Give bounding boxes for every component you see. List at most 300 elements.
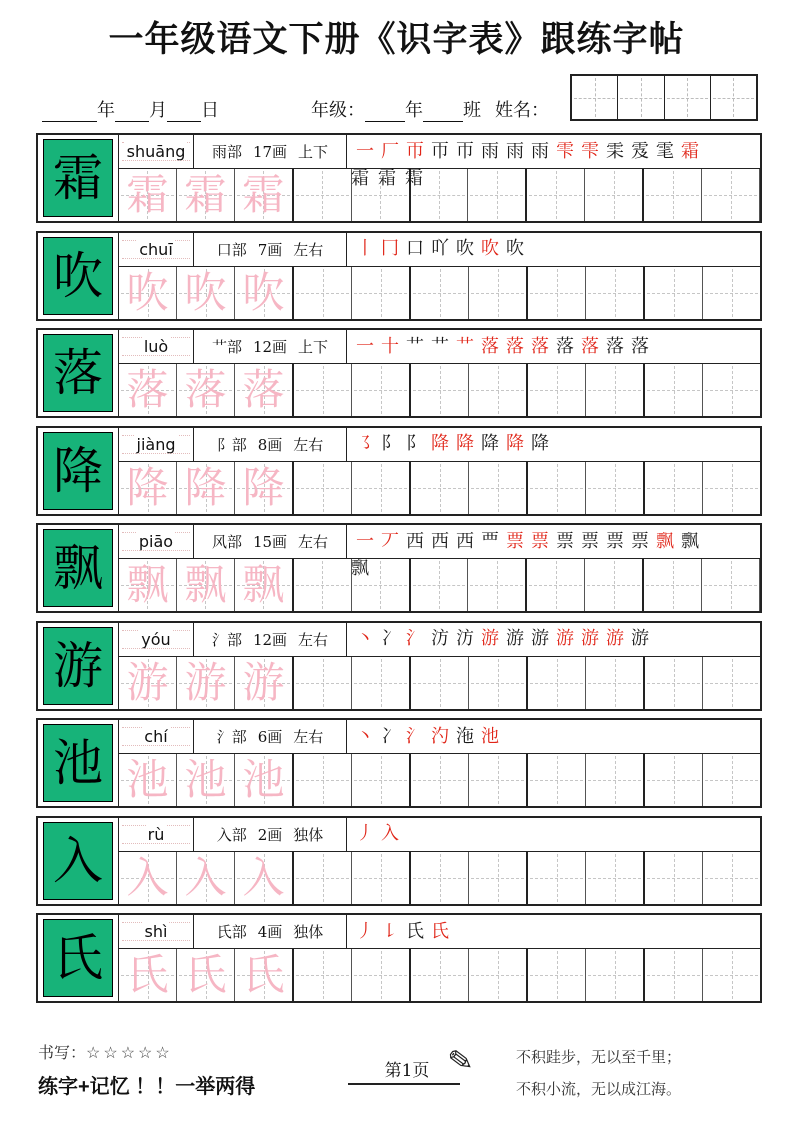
stroke-order-step: 票: [531, 530, 549, 552]
stroke-order-step: 入: [381, 823, 399, 844]
pinyin-cell: [119, 623, 194, 656]
stroke-count-label: 8画: [257, 435, 283, 454]
character-row: [36, 231, 762, 321]
practice-grid: [118, 720, 760, 806]
stroke-order-step: 氵: [406, 725, 424, 747]
practice-cell: [585, 169, 644, 221]
row-top-strip: [119, 233, 760, 267]
practice-cell: [119, 852, 177, 904]
stroke-order-step: 冂: [381, 238, 399, 259]
continuation-character: 飘: [351, 558, 369, 579]
pinyin-cell: [119, 428, 194, 461]
pinyin-label: shuāng: [126, 142, 186, 161]
structure-label: 左右: [293, 240, 324, 259]
stroke-order-step: 丿: [356, 823, 374, 844]
practice-cell: [177, 852, 235, 904]
date-name-line: [42, 96, 549, 122]
trace-character: 氏: [242, 950, 285, 999]
practice-cells-strip: [119, 657, 760, 709]
practice-cell: [235, 364, 294, 416]
practice-cell: [585, 559, 644, 611]
stroke-order-step: 阝: [406, 433, 424, 454]
practice-cell: [586, 267, 645, 319]
trace-character: 霜: [242, 170, 285, 219]
stroke-order-step: ㇙: [381, 920, 399, 942]
practice-cell: [527, 559, 585, 611]
stroke-order-step: 游: [531, 628, 549, 649]
practice-cell: [703, 462, 760, 514]
character-card-column: [38, 135, 118, 221]
practice-cells-strip: [119, 754, 760, 806]
practice-cell: [645, 462, 703, 514]
stroke-order-step: 游: [556, 628, 574, 649]
grade-blank: [365, 103, 405, 122]
practice-cell: [294, 364, 352, 416]
trace-character: 落: [242, 365, 285, 414]
stroke-order-area: [347, 330, 760, 363]
practice-cell: [586, 754, 645, 806]
practice-cells-strip: [119, 169, 760, 221]
practice-cell: [469, 949, 528, 1001]
stroke-count-label: 15画: [252, 533, 288, 551]
stroke-order-step: 丆: [381, 530, 399, 552]
practice-cell: [119, 169, 177, 221]
character-card-column: [38, 818, 118, 904]
stroke-order-step: 一: [356, 140, 374, 162]
pinyin-label: chí: [144, 727, 168, 746]
day-blank: [167, 103, 201, 122]
practice-cell: [352, 267, 411, 319]
practice-cell: [294, 754, 352, 806]
practice-grid: [118, 623, 760, 709]
practice-cell: [702, 169, 760, 221]
practice-cell: [177, 657, 235, 709]
practice-cell: [352, 949, 411, 1001]
practice-cell: [469, 462, 528, 514]
stroke-order-step: 雫: [581, 140, 599, 162]
stroke-order-step: 厂: [381, 140, 399, 162]
pinyin-label: chuī: [139, 239, 173, 259]
character-rows: [36, 133, 762, 1011]
pinyin-cell: [119, 233, 194, 266]
stroke-order-step: 丿: [356, 920, 374, 942]
character-info-cell: [194, 720, 347, 753]
stroke-order-step: 帀: [406, 140, 424, 162]
practice-cell: [177, 462, 235, 514]
month-label: 月: [149, 100, 167, 121]
stroke-order-step: 游: [606, 628, 624, 649]
practice-cell: [702, 559, 760, 611]
stroke-count-label: 4画: [257, 923, 283, 941]
character-row: [36, 816, 762, 906]
name-grid-cell: [572, 76, 618, 119]
structure-label: 左右: [293, 728, 324, 746]
practice-cell: [644, 559, 702, 611]
stroke-order-step: 汸: [431, 628, 449, 649]
character-info-cell: [194, 135, 347, 168]
structure-label: 左右: [298, 630, 329, 649]
structure-label: 左右: [293, 435, 324, 454]
stroke-order-step: 落: [531, 335, 549, 357]
practice-cell: [528, 949, 586, 1001]
grade-label: 年级：: [311, 100, 365, 121]
day-label: 日: [201, 100, 219, 121]
row-top-strip: [119, 915, 760, 949]
stroke-order-step: 阝: [381, 433, 399, 454]
pinyin-cell: [119, 525, 194, 558]
radical-label: 阝部: [216, 435, 247, 454]
trace-character: 游: [242, 657, 285, 707]
trace-character: 吹: [126, 267, 169, 317]
trace-character: 游: [126, 657, 169, 707]
practice-grid: [118, 233, 760, 319]
practice-cell: [469, 267, 528, 319]
practice-cell: [469, 364, 528, 416]
practice-cell: [469, 657, 528, 709]
stroke-order-step: 丨: [356, 238, 374, 259]
practice-cell: [177, 559, 235, 611]
row-top-strip: [119, 525, 760, 559]
pinyin-label: shì: [144, 922, 168, 941]
practice-cell: [586, 852, 645, 904]
practice-cell: [411, 852, 469, 904]
row-top-strip: [119, 330, 760, 364]
stroke-order-step: 雨: [531, 140, 549, 162]
practice-cells-strip: [119, 364, 760, 416]
practice-cell: [235, 169, 294, 221]
stroke-count-label: 7画: [257, 240, 283, 259]
pen-icon: ✎: [445, 1043, 476, 1080]
structure-label: 独体: [293, 923, 324, 941]
stroke-order-step: 西: [456, 530, 474, 552]
stroke-order-step: 票: [606, 530, 624, 552]
trace-character: 池: [242, 755, 285, 804]
stroke-count-label: 12画: [252, 630, 288, 649]
practice-cell: [235, 754, 294, 806]
practice-cells-strip: [119, 949, 760, 1001]
stroke-order-step: 落: [481, 335, 499, 357]
practice-cell: [528, 364, 586, 416]
character-row: [36, 523, 762, 613]
practice-cell: [645, 949, 703, 1001]
practice-cell: [294, 657, 352, 709]
stroke-order-step: 雨: [481, 140, 499, 162]
practice-cell: [411, 754, 469, 806]
practice-cell: [469, 852, 528, 904]
trace-character: 落: [184, 365, 227, 414]
practice-cell: [586, 657, 645, 709]
character-row: [36, 133, 762, 223]
writing-label: 书写：: [38, 1043, 87, 1062]
practice-cell: [645, 364, 703, 416]
stroke-order-step: 降: [506, 433, 524, 454]
stroke-order-step: 落: [631, 335, 649, 357]
character-card-column: [38, 428, 118, 514]
character-row: [36, 426, 762, 516]
practice-cell: [352, 657, 411, 709]
practice-cell: [703, 852, 760, 904]
practice-cell: [528, 462, 586, 514]
character-row: [36, 621, 762, 711]
stroke-order-step: ㇌: [356, 433, 374, 454]
stroke-order-step: 一: [356, 530, 374, 552]
stroke-order-step: 汸: [456, 628, 474, 649]
practice-grid: [118, 135, 760, 221]
trace-character: 落: [126, 365, 169, 414]
name-grid-cell: [665, 76, 711, 119]
practice-grid: [118, 525, 760, 611]
practice-cell: [177, 364, 235, 416]
green-character-box: 氏: [43, 919, 113, 997]
structure-label: 上下: [298, 143, 329, 161]
stroke-count-label: 2画: [257, 825, 283, 844]
stroke-order-step: 雫: [556, 140, 574, 162]
character-card-column: [38, 330, 118, 416]
stroke-order-step: 霜: [681, 140, 699, 162]
practice-cell: [469, 754, 528, 806]
stroke-count-label: 6画: [257, 728, 283, 746]
radical-label: 入部: [216, 825, 247, 844]
stroke-order-step: 雬: [606, 140, 624, 162]
practice-cell: [528, 754, 586, 806]
character-info-cell: [194, 428, 347, 461]
trace-character: 霜: [126, 170, 169, 219]
stroke-order-step: 西: [406, 530, 424, 552]
character-info-cell: [194, 915, 347, 948]
practice-cell: [411, 949, 469, 1001]
practice-cell: [294, 852, 352, 904]
pinyin-label: yóu: [141, 629, 171, 649]
practice-cell: [411, 462, 469, 514]
practice-cell: [119, 754, 177, 806]
trace-character: 飘: [242, 560, 285, 609]
character-info-cell: [194, 233, 347, 266]
pinyin-label: rù: [147, 824, 165, 844]
stroke-order-step: 氏: [431, 920, 449, 942]
practice-cell: [119, 364, 177, 416]
row-top-strip: [119, 135, 760, 169]
stroke-order-step: 一: [356, 335, 374, 357]
stroke-count-label: 12画: [252, 338, 288, 356]
character-row: [36, 328, 762, 418]
practice-cell: [352, 852, 411, 904]
stroke-order-step: 帀: [431, 140, 449, 162]
practice-cell: [235, 657, 294, 709]
page-number: 第1页: [384, 1061, 430, 1081]
trace-character: 池: [184, 755, 227, 804]
practice-cell: [177, 169, 235, 221]
stroke-order-step: 游: [581, 628, 599, 649]
practice-cell: [294, 559, 352, 611]
character-info-cell: [194, 818, 347, 851]
structure-label: 独体: [293, 825, 324, 844]
practice-cell: [235, 267, 294, 319]
writing-score-line: [38, 1040, 173, 1063]
practice-cell: [468, 559, 527, 611]
month-blank: [115, 103, 149, 122]
pinyin-label: jiàng: [136, 434, 176, 454]
stroke-order-step: 票: [631, 530, 649, 552]
character-card-column: [38, 525, 118, 611]
name-grid-cell: [711, 76, 756, 119]
practice-cells-strip: [119, 559, 760, 611]
practice-cell: [294, 169, 352, 221]
continuation-character: 霜: [378, 168, 396, 189]
stroke-order-step: 票: [581, 530, 599, 552]
class-blank: [423, 103, 463, 122]
green-character-box: 降: [43, 432, 113, 510]
trace-character: 降: [184, 462, 227, 512]
stroke-order-step: 十: [381, 335, 399, 357]
practice-cell: [294, 462, 352, 514]
stroke-order-step: 雮: [656, 140, 674, 162]
stroke-order-step: 雨: [506, 140, 524, 162]
practice-cell: [119, 559, 177, 611]
green-character-box: 飘: [43, 529, 113, 607]
year-blank: [42, 103, 97, 122]
stroke-order-step: 冫: [381, 628, 399, 649]
stroke-order-step: 雭: [631, 140, 649, 162]
practice-cell: [294, 949, 352, 1001]
practice-cell: [177, 754, 235, 806]
stroke-order-step: 吹: [481, 238, 499, 259]
page-title: 一年级语文下册《识字表》跟练字帖: [108, 20, 685, 59]
stroke-order-step: 丶: [356, 725, 374, 747]
practice-cell: [235, 949, 294, 1001]
practice-grid: [118, 818, 760, 904]
stroke-order-step: 冫: [381, 725, 399, 747]
green-character-box: 落: [43, 334, 113, 412]
stroke-order-area: [347, 135, 760, 168]
practice-cell: [352, 462, 411, 514]
continuation-character: 霜: [405, 168, 423, 189]
stroke-order-step: 氵: [406, 628, 424, 649]
practice-cell: [235, 852, 294, 904]
row-top-strip: [119, 720, 760, 754]
character-info-cell: [194, 330, 347, 363]
practice-cell: [177, 267, 235, 319]
trace-character: 游: [184, 657, 227, 707]
stroke-order-area: [347, 818, 760, 851]
pinyin-cell: [119, 720, 194, 753]
trace-character: 飘: [126, 560, 169, 609]
practice-cell: [352, 364, 411, 416]
practice-cell: [644, 169, 702, 221]
character-card-column: [38, 233, 118, 319]
stroke-order-step: 降: [431, 433, 449, 454]
year-label: 年: [97, 100, 115, 121]
trace-character: 飘: [184, 560, 227, 609]
pinyin-label: piāo: [138, 532, 174, 551]
stroke-order-area: [347, 623, 760, 656]
green-character-box: 霜: [43, 139, 113, 217]
practice-cell: [645, 852, 703, 904]
practice-cell: [411, 267, 469, 319]
practice-cell: [528, 657, 586, 709]
radical-label: 雨部: [211, 143, 242, 161]
star-rating-icons: ☆☆☆☆☆: [86, 1043, 173, 1062]
practice-cell: [703, 754, 760, 806]
stroke-order-step: 票: [506, 530, 524, 552]
green-character-box: 入: [43, 822, 113, 900]
grade-unit-label: 年: [405, 100, 423, 121]
practice-cell: [411, 657, 469, 709]
practice-grid: [118, 915, 760, 1001]
stroke-order-step: 游: [506, 628, 524, 649]
practice-cell: [294, 267, 352, 319]
practice-cell: [703, 949, 760, 1001]
practice-cell: [645, 754, 703, 806]
practice-cells-strip: [119, 267, 760, 319]
stroke-count-label: 17画: [252, 143, 288, 161]
trace-character: 氏: [184, 950, 227, 999]
trace-character: 吹: [184, 267, 227, 317]
character-row: [36, 913, 762, 1003]
quote-line-2: 不积小流，无以成江海。: [516, 1080, 682, 1099]
radical-label: 口部: [216, 240, 247, 259]
practice-cell: [703, 364, 760, 416]
name-grid-cell: [618, 76, 664, 119]
green-character-box: 吹: [43, 237, 113, 315]
row-top-strip: [119, 818, 760, 852]
stroke-order-step: 落: [556, 335, 574, 357]
stroke-order-step: 西: [431, 530, 449, 552]
radical-label: 艹部: [211, 338, 242, 356]
continuation-character: 霜: [351, 168, 369, 189]
trace-character: 霜: [184, 170, 227, 219]
pinyin-cell: [119, 818, 194, 851]
stroke-order-step: 游: [631, 628, 649, 649]
practice-cell: [119, 462, 177, 514]
practice-cell: [119, 657, 177, 709]
trace-character: 吹: [242, 267, 285, 317]
stroke-order-step: 池: [481, 725, 499, 747]
stroke-order-step: 降: [531, 433, 549, 454]
stroke-order-step: 丶: [356, 628, 374, 649]
practice-cell: [528, 852, 586, 904]
stroke-order-step: 飘: [681, 530, 699, 552]
character-row: [36, 718, 762, 808]
practice-cell: [645, 657, 703, 709]
green-character-box: 游: [43, 627, 113, 705]
practice-cell: [586, 949, 645, 1001]
stroke-order-step: 吹: [506, 238, 524, 259]
stroke-order-area: [347, 720, 760, 753]
trace-character: 入: [126, 852, 169, 902]
practice-grid: [118, 330, 760, 416]
trace-character: 氏: [126, 950, 169, 999]
stroke-order-step: 票: [556, 530, 574, 552]
name-label: 姓名：: [495, 100, 549, 121]
radical-label: 风部: [211, 533, 242, 551]
stroke-order-step: 吖: [431, 238, 449, 259]
stroke-order-step: 帀: [456, 140, 474, 162]
practice-cells-strip: [119, 852, 760, 904]
pinyin-cell: [119, 915, 194, 948]
practice-cell: [527, 169, 585, 221]
practice-grid: [118, 428, 760, 514]
practice-cell: [645, 267, 703, 319]
stroke-order-step: 落: [581, 335, 599, 357]
slogan-text: 练字+记忆 ！！一举两得: [38, 1076, 256, 1098]
radical-label: 氏部: [216, 923, 247, 941]
practice-cell: [468, 169, 527, 221]
stroke-order-step: 覀: [481, 530, 499, 552]
stroke-order-step: 氏: [406, 920, 424, 942]
practice-cell: [235, 559, 294, 611]
character-card-column: [38, 623, 118, 709]
practice-cell: [586, 462, 645, 514]
